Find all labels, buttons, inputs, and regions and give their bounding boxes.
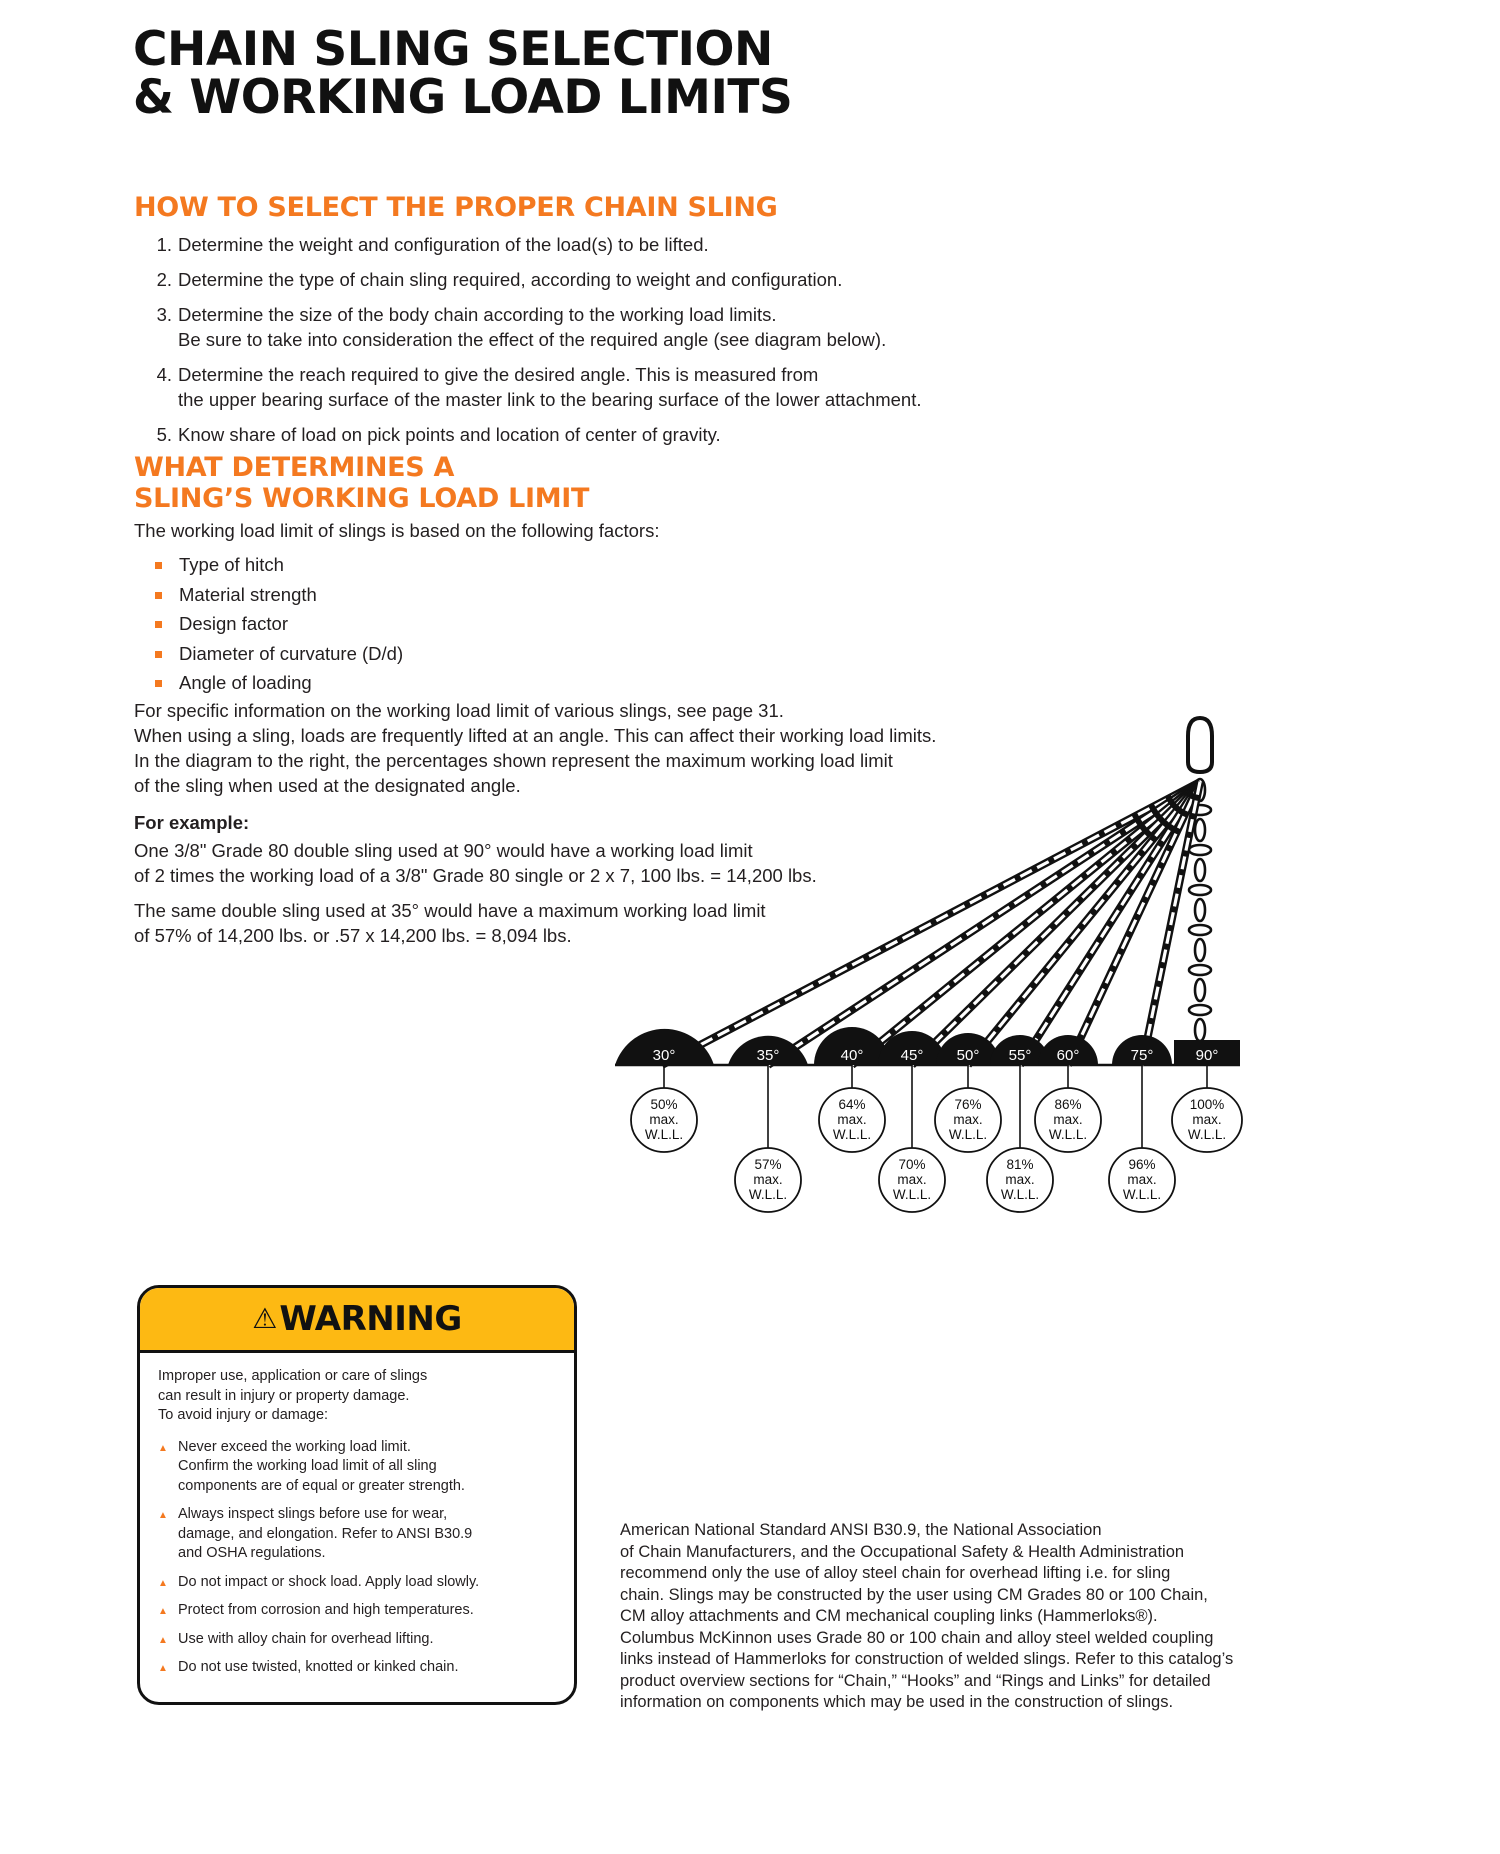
ansi-line-9: information on components which may be used in the construction of slings. bbox=[620, 1693, 1174, 1711]
list-number: 5. bbox=[156, 424, 172, 445]
list-text-cont: Be sure to take into consideration the effect of the required angle (see diagram below). bbox=[178, 329, 887, 350]
list-item bbox=[148, 302, 1098, 352]
wll-max-60: max. bbox=[1053, 1112, 1083, 1127]
reference-paragraph-line-4: of the sling when used at the designated angle. bbox=[134, 775, 521, 796]
wll-callout-30 bbox=[631, 1088, 697, 1152]
warning-triangle-icon: ⚠ bbox=[252, 1302, 278, 1335]
wll-label-75: W.L.L. bbox=[1122, 1187, 1162, 1202]
list-item bbox=[148, 267, 1098, 292]
section-heading-determines-line-2: SLING’S WORKING LOAD LIMIT bbox=[134, 483, 590, 514]
sling-angle-diagram-svg bbox=[600, 710, 1390, 1310]
wll-label-45: W.L.L. bbox=[892, 1187, 932, 1202]
warning-item-line-3: components are of equal or greater strength. bbox=[178, 1477, 465, 1494]
wll-callout-40 bbox=[819, 1088, 885, 1152]
angle-label-45: 45° bbox=[900, 1047, 924, 1064]
wll-label-60: W.L.L. bbox=[1048, 1127, 1088, 1142]
example-heading: For example: bbox=[134, 812, 250, 833]
warning-header bbox=[140, 1288, 574, 1353]
wll-max-55: max. bbox=[1005, 1172, 1035, 1187]
warning-intro bbox=[158, 1367, 556, 1426]
angle-label-55: 55° bbox=[1008, 1047, 1032, 1064]
wll-percent-35: 57% bbox=[754, 1157, 782, 1172]
wll-label-40: W.L.L. bbox=[832, 1127, 872, 1142]
list-number: 1. bbox=[156, 234, 172, 255]
list-text: Determine the size of the body chain according to the working load limits. bbox=[178, 304, 777, 325]
wll-max-40: max. bbox=[837, 1112, 867, 1127]
list-item bbox=[158, 1601, 556, 1621]
list-item: Material strength bbox=[152, 580, 403, 610]
warning-intro-line-1: Improper use, application or care of slings bbox=[158, 1368, 428, 1384]
list-item bbox=[158, 1573, 556, 1593]
list-item bbox=[158, 1630, 556, 1650]
wll-percent-30: 50% bbox=[650, 1097, 678, 1112]
wll-callout-55 bbox=[987, 1148, 1053, 1212]
list-item bbox=[158, 1438, 556, 1497]
example-paragraph-2-line-1: The same double sling used at 35° would have a maximum working load limit bbox=[134, 900, 766, 921]
ansi-line-6: Columbus McKinnon uses Grade 80 or 100 chain and alloy steel welded coupling bbox=[620, 1628, 1214, 1647]
callout-leader-lines bbox=[664, 1065, 1207, 1148]
warning-item-line-2: damage, and elongation. Refer to ANSI B30.9 bbox=[178, 1525, 473, 1542]
list-item bbox=[158, 1505, 556, 1564]
angle-label-60: 60° bbox=[1056, 1047, 1080, 1064]
warning-item-line-1: ▲ Always inspect slings before use for wear, bbox=[178, 1506, 448, 1522]
wll-max-90: max. bbox=[1192, 1112, 1222, 1127]
section-heading-determines bbox=[134, 452, 589, 514]
wll-max-75: max. bbox=[1127, 1172, 1157, 1187]
wll-percent-90: 100% bbox=[1189, 1097, 1225, 1112]
example-paragraph-2-line-2: of 57% of 14,200 lbs. or .57 x 14,200 lbs. = 8,094 lbs. bbox=[134, 925, 572, 946]
warning-intro-line-2: can result in injury or property damage. bbox=[158, 1387, 410, 1404]
wll-max-35: max. bbox=[753, 1172, 783, 1187]
selection-steps-list bbox=[148, 232, 1098, 457]
wll-callout-35 bbox=[735, 1148, 801, 1212]
reference-paragraph-line-3: In the diagram to the right, the percentages shown represent the maximum working load limit bbox=[134, 750, 893, 771]
ansi-line-2: of Chain Manufacturers, and the Occupational Safety & Health Administration bbox=[620, 1542, 1185, 1561]
wll-callout-60 bbox=[1035, 1088, 1101, 1152]
ansi-line-4: chain. Slings may be constructed by the user using CM Grades 80 or 100 Chain, bbox=[620, 1585, 1208, 1604]
wll-percent-55: 81% bbox=[1006, 1157, 1034, 1172]
wll-percent-50: 76% bbox=[954, 1097, 982, 1112]
wll-label-90: W.L.L. bbox=[1187, 1127, 1227, 1142]
list-item: Type of hitch bbox=[152, 550, 403, 580]
warning-item-line-1: ▲ Protect from corrosion and high temperatures. bbox=[178, 1602, 474, 1618]
angle-label-40: 40° bbox=[840, 1047, 864, 1064]
list-text: Determine the weight and configuration of the load(s) to be lifted. bbox=[178, 234, 709, 255]
example-paragraph-1-line-1: One 3/8" Grade 80 double sling used at 90° would have a working load limit bbox=[134, 840, 753, 861]
list-text: Determine the type of chain sling required, according to weight and configuration. bbox=[178, 269, 843, 290]
wll-percent-45: 70% bbox=[898, 1157, 926, 1172]
wll-label-30: W.L.L. bbox=[644, 1127, 684, 1142]
master-link-icon bbox=[1188, 718, 1212, 772]
sling-angle-diagram bbox=[600, 710, 1390, 1310]
ansi-line-1: American National Standard ANSI B30.9, the National Association bbox=[620, 1521, 1102, 1539]
list-item bbox=[158, 1658, 556, 1678]
ansi-line-3: recommend only the use of alloy steel chain for overhead lifting i.e. for sling bbox=[620, 1564, 1171, 1582]
list-number: 2. bbox=[156, 269, 172, 290]
ansi-line-7: links instead of Hammerloks for construction of welded slings. Refer to this catalog’s bbox=[620, 1650, 1234, 1668]
wll-callout-50 bbox=[935, 1088, 1001, 1152]
warning-box bbox=[137, 1285, 577, 1705]
angle-label-50: 50° bbox=[956, 1047, 980, 1064]
reference-paragraph-line-2: When using a sling, loads are frequently lifted at an angle. This can affect their working load limits. bbox=[134, 725, 937, 746]
wll-percent-40: 64% bbox=[838, 1097, 866, 1112]
wll-label-50: W.L.L. bbox=[948, 1127, 988, 1142]
warning-item-line-1: ▲ Do not impact or shock load. Apply load slowly. bbox=[178, 1573, 480, 1590]
reference-paragraph-line-1: For specific information on the working load limit of various slings, see page 31. bbox=[134, 700, 784, 721]
example-paragraph-1-line-2: of 2 times the working load of a 3/8" Grade 80 single or 2 x 7, 100 lbs. = 14,200 lbs. bbox=[134, 865, 817, 886]
warning-title: WARNING bbox=[279, 1299, 462, 1339]
angle-label-35: 35° bbox=[756, 1047, 780, 1064]
angle-label-90: 90° bbox=[1195, 1047, 1219, 1064]
warning-item-line-2: Confirm the working load limit of all sling bbox=[178, 1458, 437, 1474]
list-number: 3. bbox=[156, 304, 172, 325]
list-number: 4. bbox=[156, 364, 172, 385]
warning-item-line-1: ▲ Use with alloy chain for overhead lifting. bbox=[178, 1630, 434, 1647]
warning-item-line-3: and OSHA regulations. bbox=[178, 1545, 326, 1561]
section-heading-determines-line-1: WHAT DETERMINES A bbox=[134, 452, 455, 483]
factors-list bbox=[152, 550, 403, 698]
list-text: Determine the reach required to give the desired angle. This is measured from bbox=[178, 364, 819, 385]
wll-label-55: W.L.L. bbox=[1000, 1187, 1040, 1202]
page-title-line-2: & WORKING LOAD LIMITS bbox=[133, 70, 793, 125]
sling-legs-angled bbox=[662, 782, 1200, 1065]
ansi-line-5: CM alloy attachments and CM mechanical coupling links (Hammerloks®). bbox=[620, 1607, 1158, 1625]
wll-label-35: W.L.L. bbox=[748, 1187, 788, 1202]
list-item: Angle of loading bbox=[152, 668, 403, 698]
list-item bbox=[148, 422, 1098, 447]
angle-label-30: 30° bbox=[652, 1047, 676, 1064]
factors-intro: The working load limit of slings is based on the following factors: bbox=[134, 520, 660, 541]
wll-max-50: max. bbox=[953, 1112, 983, 1127]
list-item: Design factor bbox=[152, 609, 403, 639]
list-text-cont: the upper bearing surface of the master link to the bearing surface of the lower attachment. bbox=[178, 389, 922, 410]
page-title-line-1: CHAIN SLING SELECTION bbox=[133, 22, 773, 77]
warning-intro-line-3: To avoid injury or damage: bbox=[158, 1407, 329, 1423]
list-item bbox=[148, 232, 1098, 257]
list-item: Diameter of curvature (D/d) bbox=[152, 639, 403, 669]
warning-list bbox=[158, 1438, 556, 1678]
list-text: Know share of load on pick points and location of center of gravity. bbox=[178, 424, 721, 445]
angle-label-75: 75° bbox=[1130, 1047, 1154, 1064]
ansi-standards-paragraph bbox=[620, 1520, 1310, 1714]
warning-item-line-1: ▲ Never exceed the working load limit. bbox=[178, 1438, 411, 1455]
wll-max-30: max. bbox=[649, 1112, 679, 1127]
ansi-line-8: product overview sections for “Chain,” “Hooks” and “Rings and Links” for detailed bbox=[620, 1671, 1211, 1690]
wll-callout-90 bbox=[1172, 1088, 1242, 1152]
wll-callout-75 bbox=[1109, 1148, 1175, 1212]
warning-item-line-1: ▲ Do not use twisted, knotted or kinked chain. bbox=[178, 1659, 459, 1675]
warning-body bbox=[140, 1353, 574, 1697]
page-title bbox=[133, 22, 1133, 125]
wll-percent-60: 86% bbox=[1054, 1097, 1082, 1112]
wll-callout-45 bbox=[879, 1148, 945, 1212]
wll-percent-75: 96% bbox=[1128, 1157, 1156, 1172]
list-item bbox=[148, 362, 1098, 412]
section-heading-select: HOW TO SELECT THE PROPER CHAIN SLING bbox=[134, 192, 778, 223]
wll-max-45: max. bbox=[897, 1172, 927, 1187]
